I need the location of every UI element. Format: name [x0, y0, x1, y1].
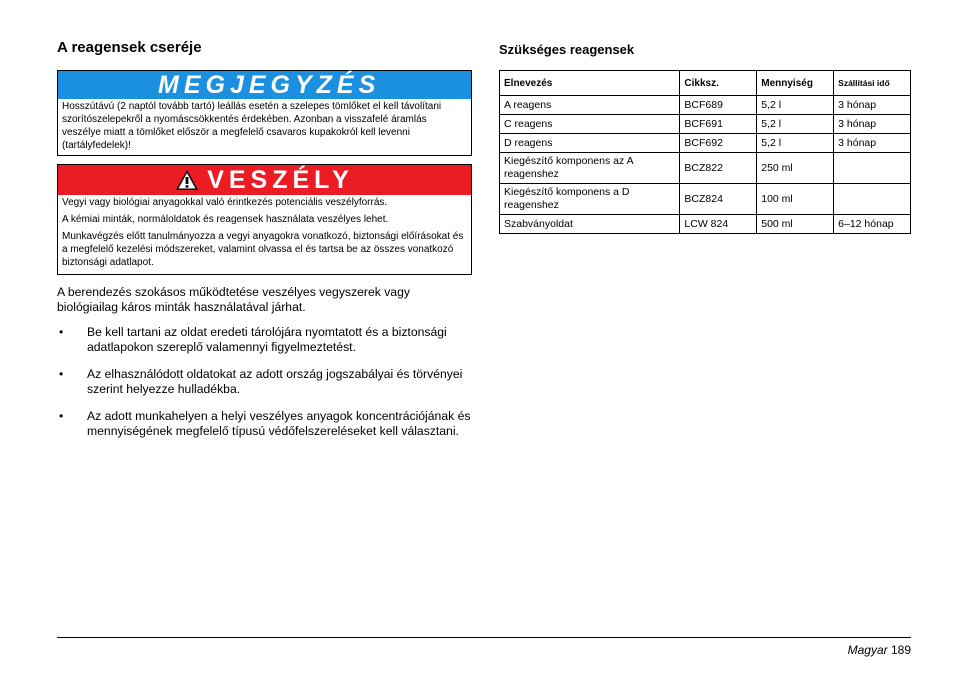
table-cell: 3 hónap [834, 134, 911, 153]
table-cell: A reagens [500, 96, 680, 115]
table-cell: BCZ824 [680, 184, 757, 215]
list-item-text: Be kell tartani az oldat eredeti tárolójára nyomtatott és a biztonsági adatlapokon szereplő valamennyi figyelmeztetést. [87, 325, 447, 354]
notice-text: Hosszútávú (2 naptól tovább tartó) leállás esetén a szelepes tömlőket el kell távolítani szorítószelepekről a nyomáscsökkentés érdekében. Azonban a visszafelé áramlás veszélye miatt a tömlőket először a megfelelő csavaros kupakokról kell levenni (tartályfedelek)! [62, 101, 442, 151]
warning-triangle-icon [175, 169, 199, 191]
table-row [500, 215, 911, 234]
table-row [500, 184, 911, 215]
column-header-catalog-number: Cikksz. [680, 71, 757, 96]
table-cell: BCF692 [680, 134, 757, 153]
list-item-text: Az adott munkahelyen a helyi veszélyes anyagok koncentrációjának és mennyiségének megfelelő típusú védőfelszereléseket kell választani. [87, 409, 471, 438]
section-heading-reagent-replacement: A reagensek cseréje [57, 39, 202, 56]
column-header-name: Elnevezés [500, 71, 680, 96]
danger-header [58, 165, 471, 195]
table-cell: 5,2 l [757, 134, 834, 153]
safety-bullet-list [57, 325, 472, 439]
table-cell: 250 ml [757, 153, 834, 184]
table-cell: 3 hónap [834, 96, 911, 115]
page-number: 189 [890, 643, 911, 657]
danger-box [57, 164, 472, 275]
table-cell: Szabványoldat [500, 215, 680, 234]
footer-divider [57, 637, 911, 638]
table-cell: BCF691 [680, 115, 757, 134]
table-cell [834, 153, 911, 184]
list-item-text: Az elhasználódott oldatokat az adott ország jogszabályai és törvényei szerint helyezze hulladékba. [87, 367, 463, 396]
danger-paragraph: Vegyi vagy biológiai anyagokkal való érintkezés potenciális veszélyforrás. [62, 197, 388, 208]
table-cell: 6–12 hónap [834, 215, 911, 234]
table-header-row [500, 71, 911, 96]
table-cell: Kiegészítő komponens a D reagenshez [500, 184, 680, 215]
table-cell: 5,2 l [757, 115, 834, 134]
bullet: • [59, 409, 64, 423]
table-cell: 3 hónap [834, 115, 911, 134]
table-cell: 5,2 l [757, 96, 834, 115]
right-column [499, 38, 911, 234]
danger-title: VESZÉLY [207, 166, 354, 194]
table-cell: C reagens [500, 115, 680, 134]
table-cell: BCZ822 [680, 153, 757, 184]
table-row [500, 134, 911, 153]
danger-text [58, 195, 471, 274]
danger-paragraph: Munkavégzés előtt tanulmányozza a vegyi anyagokra vonatkozó, biztonsági előírásokat és a megfelelő kezelési módszereket, valamint olvassa el és tartsa be az összes vonatkozó biztonsági adatlapot. [62, 231, 464, 268]
table-cell: 100 ml [757, 184, 834, 215]
left-column [57, 38, 472, 451]
list-item [57, 409, 472, 439]
column-header-shelf-life: Szállítási idő [834, 71, 911, 96]
reagents-table [499, 70, 911, 234]
bullet: • [59, 367, 64, 381]
table-cell: BCF689 [680, 96, 757, 115]
table-cell: 500 ml [757, 215, 834, 234]
table-cell: D reagens [500, 134, 680, 153]
notice-box [57, 70, 472, 156]
table-row [500, 153, 911, 184]
danger-paragraph: A kémiai minták, normáloldatok és reagensek használata veszélyes lehet. [62, 214, 389, 225]
intro-paragraph: A berendezés szokásos működtetése veszélyes vegyszerek vagy biológiailag káros minták használatával járhat. [57, 285, 410, 314]
table-cell [834, 184, 911, 215]
list-item [57, 367, 472, 397]
table-cell: LCW 824 [680, 215, 757, 234]
table-row [500, 96, 911, 115]
table-cell: Kiegészítő komponens az A reagenshez [500, 153, 680, 184]
column-header-quantity: Mennyiség [757, 71, 834, 96]
table-row [500, 115, 911, 134]
section-heading-required-reagents: Szükséges reagensek [499, 42, 635, 57]
notice-title: MEGJEGYZÉS [58, 71, 471, 99]
footer-language: Magyar [847, 643, 888, 657]
page-footer [848, 643, 911, 657]
bullet: • [59, 325, 64, 339]
list-item [57, 325, 472, 355]
